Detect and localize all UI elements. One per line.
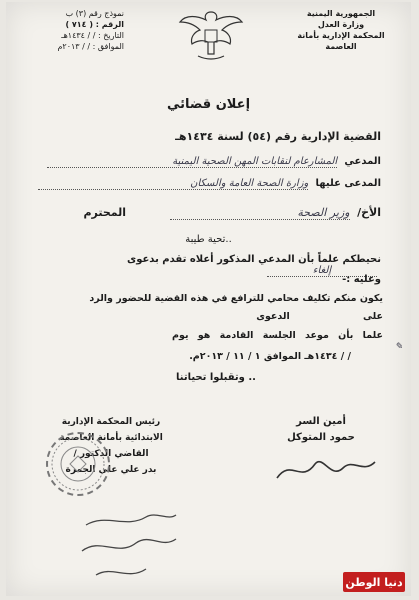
secretary-title: أمين السر: [296, 416, 346, 427]
defendant-row: [31, 178, 381, 190]
header-left: [14, 8, 124, 52]
recipient-label: الأخ/: [357, 206, 381, 219]
judge-name: بدر علي علي الجمرة: [65, 465, 157, 475]
secretary-name: حمود المتوكل: [287, 432, 355, 443]
gregorian-date: الموافق : / / ٢٠١٣م: [57, 42, 124, 51]
header-court: المحكمة الإدارية بأمانة العاصمة: [297, 31, 385, 51]
handwritten-annotation-icon: [76, 507, 186, 587]
plaintiff-row: [31, 156, 381, 168]
body-line-2: على الدعوى: [256, 311, 383, 322]
defendant-label: المدعى عليها: [315, 178, 381, 189]
header-ministry: وزارة العدل: [317, 20, 365, 29]
ref-number: الرقم : ( ٧١٤ ): [65, 20, 124, 29]
body-line-3: علما بأن موعد الجلسة القادمة هو يوم: [172, 330, 383, 341]
defendant-value: وزارة الصحة العامة والسكان: [38, 178, 308, 190]
watermark-logo: دنيا الوطن: [343, 572, 405, 592]
body-line-1: يكون منكم تكليف محامي للترافع في هذه القضية للحضور والرد: [89, 293, 383, 304]
therefore-label: وعليه :-: [342, 274, 381, 285]
judge-title-3: القاضي الدكتور /: [73, 449, 149, 459]
plaintiff-label: المدعي: [344, 156, 381, 167]
closing-line: وتقبلوا تحياتنا ..: [176, 372, 256, 383]
secretary-signature-icon: [271, 450, 381, 490]
judge-title-2: الابتدائية بأمانة العاصمة: [59, 433, 163, 443]
document-page: [6, 2, 411, 596]
hijri-date: التاريخ : / / ١٤٣٤هـ: [61, 31, 124, 40]
notice-text: نحيطكم علماً بأن المدعي المذكور أعلاه تقدم بدعوى: [127, 254, 381, 265]
plaintiff-value: المشارعام لنقابات المهن الصحية اليمنية: [47, 156, 337, 168]
recipient-value: وزير الصحة: [170, 206, 350, 220]
form-number: نموذج رقم (٣) ب: [65, 9, 124, 18]
signature-secretary: [271, 414, 371, 446]
court-stamp-icon: [46, 432, 110, 496]
judge-title-1: رئيس المحكمة الإدارية: [61, 417, 161, 427]
case-number-line: القضية الإدارية رقم (٥٤) لسنة ١٤٣٤هـ: [175, 130, 381, 143]
document-title: إعلان قضائي: [166, 97, 251, 112]
header-right: [281, 8, 401, 52]
notice-handwritten: إلغاء: [267, 265, 377, 277]
margin-scribble: ✎: [394, 341, 404, 353]
header-republic: الجمهورية اليمنية: [306, 9, 376, 18]
recipient-honorific: المحترم: [83, 206, 127, 219]
eagle-emblem-icon: [176, 6, 246, 62]
greeting: تحية طيبة..: [185, 234, 232, 245]
recipient-row: [31, 206, 381, 220]
session-date-line: / / ١٤٣٤هـ الموافق ١ / ١١ / ٢٠١٣م.: [189, 351, 351, 362]
